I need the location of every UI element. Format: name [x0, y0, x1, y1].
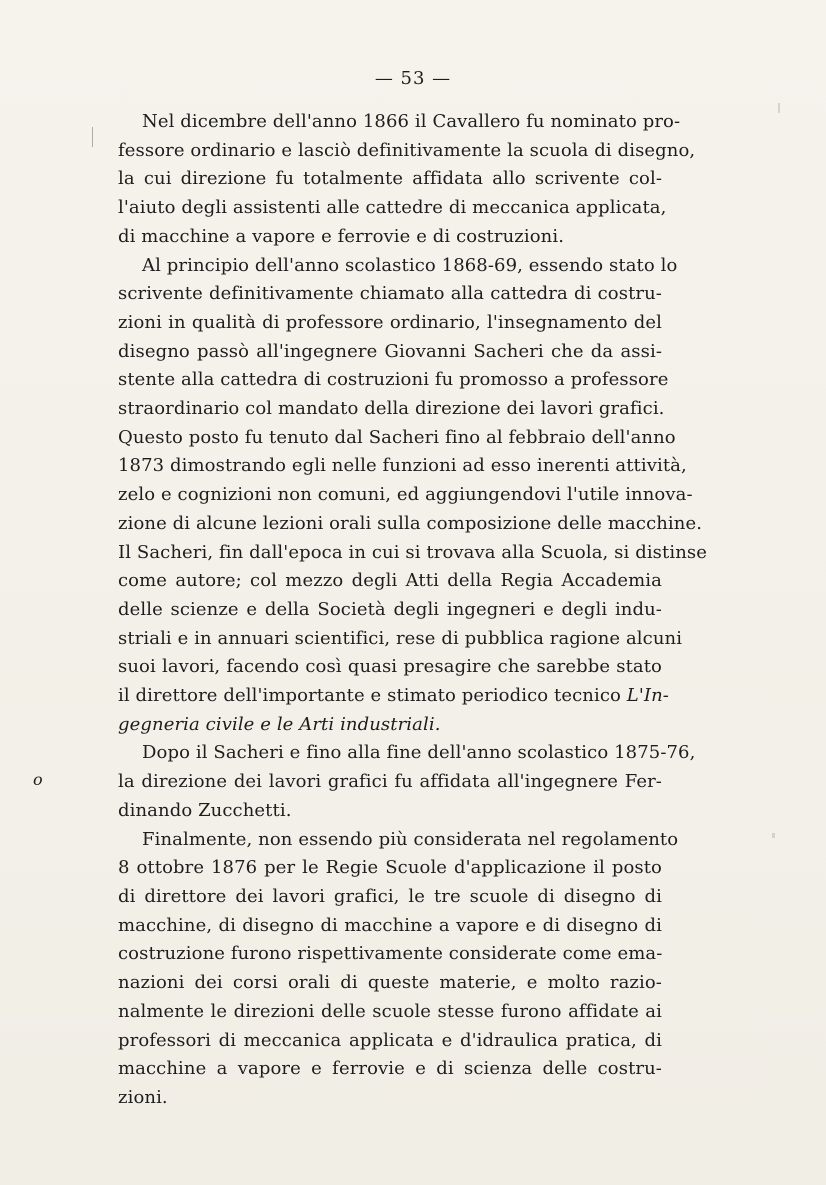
text-line: zioni. [118, 1086, 168, 1108]
text-line: suoi lavori, facendo così quasi presagire che sarebbe stato [118, 656, 662, 678]
text-line: Questo posto fu tenuto dal Sacheri fino al febbraio dell'anno [118, 426, 676, 448]
text-line: 8 ottobre 1876 per le Regie Scuole d'applicazione il posto [118, 857, 662, 879]
text-line: zelo e cognizioni non comuni, ed aggiungendovi l'utile innova- [118, 484, 693, 506]
text-line: 1873 dimostrando egli nelle funzioni ad esso inerenti attività, [118, 455, 687, 477]
italic-title-fragment: gegneria civile e le Arti industriali. [118, 713, 441, 735]
text-line: straordinario col mandato della direzione dei lavori grafici. [118, 398, 665, 420]
text-line: come autore; col mezzo degli Atti della Regia Accademia [118, 570, 662, 592]
ink-speck [778, 103, 780, 113]
text-fragment: il direttore dell'importante e stimato periodico tecnico [118, 685, 627, 707]
text-line: zione di alcune lezioni orali sulla composizione delle macchine. [118, 512, 703, 534]
text-line: Il Sacheri, fin dall'epoca in cui si trovava alla Scuola, si distinse [118, 541, 707, 563]
body-text [118, 108, 707, 1113]
text-line: delle scienze e della Società degli ingegneri e degli indu- [118, 598, 662, 620]
text-line: Dopo il Sacheri e fino alla fine dell'anno scolastico 1875-76, [142, 742, 696, 764]
text-line: Nel dicembre dell'anno 1866 il Cavallero fu nominato pro- [142, 111, 681, 132]
text-line: scrivente definitivamente chiamato alla cattedra di costru- [118, 283, 662, 305]
text-line: costruzione furono rispettivamente considerate come ema- [118, 943, 663, 965]
text-line: di macchine a vapore e ferrovie e di costruzioni. [118, 225, 565, 247]
text-line: la cui direzione fu totalmente affidata allo scrivente col- [118, 168, 662, 190]
ink-speck [772, 833, 775, 838]
text-line [118, 682, 669, 711]
margin-annotation: o [33, 770, 43, 789]
text-line [118, 711, 662, 740]
text-line: disegno passò all'ingegnere Giovanni Sacheri che da assi- [118, 340, 662, 362]
text-line: Finalmente, non essendo più considerata nel regolamento [142, 828, 679, 850]
text-line: la direzione dei lavori grafici fu affidata all'ingegnere Fer- [118, 771, 662, 793]
text-line: l'aiuto degli assistenti alle cattedre di meccanica applicata, [118, 197, 667, 219]
text-line: professori di meccanica applicata e d'idraulica pratica, di [118, 1029, 662, 1051]
text-line: Al principio dell'anno scolastico 1868-69, essendo stato lo [142, 254, 678, 276]
text-line: di direttore dei lavori grafici, le tre scuole di disegno di [118, 885, 662, 907]
text-line: macchine, di disegno di macchine a vapore e di disegno di [118, 914, 662, 936]
text-line: nazioni dei corsi orali di queste materie, e molto razio- [118, 972, 662, 994]
text-line: stente alla cattedra di costruzioni fu promosso a professore [118, 369, 669, 391]
text-line: dinando Zucchetti. [118, 799, 292, 821]
text-line: nalmente le direzioni delle scuole stesse furono affidate ai [118, 1000, 662, 1022]
page-number: — 53 — [374, 68, 452, 89]
text-line: fessore ordinario e lasciò definitivamente la scuola di disegno, [118, 139, 696, 161]
italic-title-fragment: L'In- [626, 685, 669, 707]
text-line: zioni in qualità di professore ordinario, l'insegnamento del [118, 311, 662, 333]
text-line: striali e in annuari scientifici, rese di pubblica ragione alcuni [118, 627, 683, 649]
text-line: macchine a vapore e ferrovie e di scienza delle costru- [118, 1058, 662, 1080]
gutter-mark [92, 127, 93, 147]
